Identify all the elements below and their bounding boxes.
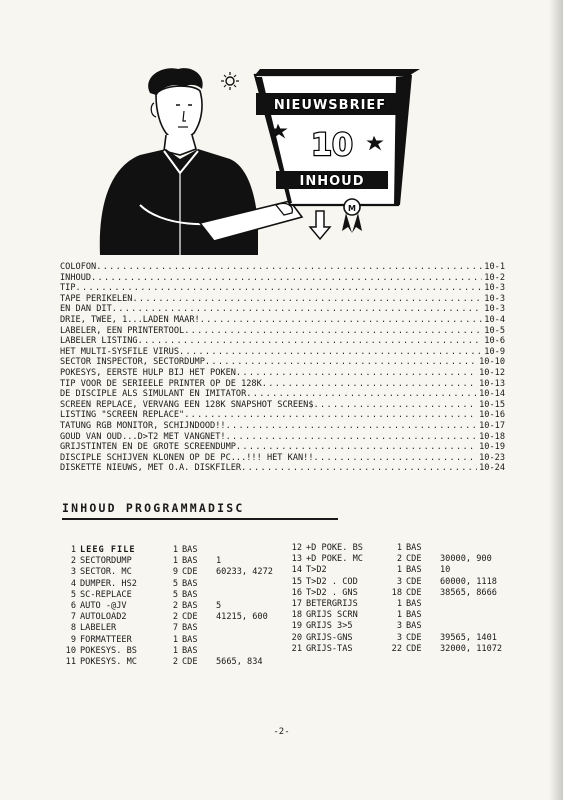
program-type: CDE <box>406 554 422 565</box>
program-params <box>216 590 292 601</box>
toc-dot-leader <box>236 368 477 379</box>
program-row <box>62 601 292 612</box>
toc-entry-page: 10-3 <box>484 283 505 294</box>
program-type: CDE <box>406 587 422 598</box>
toc-entry-page: 10-13 <box>479 378 505 389</box>
program-list-right <box>288 543 538 655</box>
program-params: 41215, 600 <box>216 612 268 623</box>
program-row <box>62 590 292 601</box>
toc-dot-leader <box>246 389 477 400</box>
program-number: 5 <box>70 589 76 600</box>
program-row <box>288 588 538 599</box>
issue-number: 10 <box>311 128 353 163</box>
program-size: 18 <box>391 587 402 598</box>
program-type: CDE <box>182 656 198 667</box>
program-type: BAS <box>182 545 198 555</box>
program-name: LABELER <box>80 623 117 634</box>
program-number: 21 <box>291 643 302 654</box>
toc-entry-page: 10-24 <box>479 463 505 474</box>
program-row <box>62 623 292 634</box>
program-row <box>62 545 292 556</box>
toc-dot-leader <box>236 442 477 453</box>
program-name: LEEG FILE <box>80 545 136 555</box>
toc-dot-leader <box>200 315 483 326</box>
program-params: 32000, 11072 <box>440 643 503 654</box>
toc-entry-title: LISTING "SCREEN REPLACE" <box>60 410 185 421</box>
toc-entry-page: 10-12 <box>479 367 505 378</box>
program-params <box>216 646 292 657</box>
program-name: GRIJS-TAS <box>306 643 353 654</box>
program-type: CDE <box>182 567 198 578</box>
program-size: 1 <box>396 610 402 621</box>
program-row <box>288 610 538 621</box>
banner-subtitle: INHOUD <box>299 174 365 189</box>
program-size: 5 <box>172 589 178 600</box>
toc-entry-page: 10-3 <box>484 293 505 304</box>
toc-dot-leader <box>184 326 482 337</box>
program-size: 9 <box>172 567 178 578</box>
toc-entry <box>60 283 505 294</box>
toc-entry <box>60 294 505 305</box>
program-type: BAS <box>182 578 198 589</box>
program-row <box>62 657 292 668</box>
program-size: 22 <box>391 643 402 654</box>
program-params <box>216 635 292 646</box>
toc-entry-page: 10-23 <box>479 452 505 463</box>
toc-entry-page: 10-3 <box>484 304 505 315</box>
program-number: 19 <box>291 621 302 632</box>
program-name: GRIJS SCRN <box>306 610 358 621</box>
banner-title: NIEUWSBRIEF <box>273 98 387 113</box>
program-type: CDE <box>406 576 422 587</box>
program-name: POKESYS. BS <box>80 645 137 656</box>
program-params: 5 <box>216 600 222 611</box>
program-size: 1 <box>172 556 178 567</box>
toc-dot-leader <box>138 336 483 347</box>
program-number: 12 <box>291 543 302 553</box>
toc-entry-title: LABELER, EEN PRINTERTOOL <box>60 325 185 336</box>
toc-dot-leader <box>184 410 477 421</box>
toc-dot-leader <box>262 379 477 390</box>
toc-entry-title: DE DISCIPLE ALS SIMULANT EN IMITATOR <box>60 389 247 400</box>
program-row <box>288 633 538 644</box>
program-name: SECTORDUMP <box>80 556 132 567</box>
toc-entry-title: GRIJSTINTEN EN DE GROTE SCREENDUMP <box>60 442 236 453</box>
program-params: 30000, 900 <box>440 554 492 565</box>
toc-entry-title: LABELER LISTING <box>60 336 138 347</box>
toc-entry-title: SCREEN REPLACE, VERVANG EEN 128K SNAPSHOT SCREEN$ <box>60 399 314 410</box>
toc-entry-title: POKESYS, EERSTE HULP BIJ HET POKEN <box>60 367 236 378</box>
heading-underline <box>62 518 338 520</box>
toc-entry-title: DRIE, TWEE, 1...LADEN MAAR! <box>60 314 200 325</box>
sun-icon <box>221 72 239 90</box>
program-size: 3 <box>396 632 402 643</box>
page-number: -2- <box>273 727 290 737</box>
program-number: 3 <box>70 567 76 578</box>
toc-dot-leader <box>112 304 483 315</box>
program-name: AUTOLOAD2 <box>80 612 127 623</box>
program-row <box>62 635 292 646</box>
toc-entry <box>60 262 505 273</box>
program-row <box>288 621 538 632</box>
program-params: 38565, 8666 <box>440 587 497 598</box>
program-size: 1 <box>396 543 402 553</box>
program-name: GRIJS 3>5 <box>306 621 353 632</box>
program-number: 17 <box>291 598 302 609</box>
program-name: GRIJS-GNS <box>306 632 353 643</box>
program-size: 2 <box>396 554 402 565</box>
toc-entry-title: HET MULTI-SYSFILE VIRUS <box>60 346 179 357</box>
toc-dot-leader <box>205 357 477 368</box>
program-name: DUMPER. HS2 <box>80 578 137 589</box>
toc-entry-page: 10-14 <box>479 389 505 400</box>
toc-entry <box>60 273 505 284</box>
toc-entry-title: GOUD VAN OUD...D>T2 MET VANGNET! <box>60 431 226 442</box>
program-number: 18 <box>291 610 302 621</box>
program-list-left <box>62 545 292 668</box>
program-type: BAS <box>182 634 198 645</box>
toc-dot-leader <box>226 421 478 432</box>
toc-entry-page: 10-9 <box>484 346 505 357</box>
program-number: 20 <box>291 632 302 643</box>
program-name: SC-REPLACE <box>80 589 132 600</box>
toc-entry <box>60 326 505 337</box>
program-size: 1 <box>172 634 178 645</box>
program-number: 16 <box>291 587 302 598</box>
program-params: 1 <box>216 556 222 567</box>
toc-entry-title: TIP VOOR DE SERIEELE PRINTER OP DE 128K <box>60 378 262 389</box>
toc-entry <box>60 432 505 443</box>
toc-entry-page: 10-6 <box>484 336 505 347</box>
toc-entry <box>60 304 505 315</box>
program-row <box>288 565 538 576</box>
program-number: 4 <box>70 578 76 589</box>
newsletter-banner <box>255 69 420 205</box>
program-params: 60233, 4272 <box>216 567 273 578</box>
toc-entry <box>60 357 505 368</box>
program-size: 7 <box>172 623 178 634</box>
toc-entry-title: TATUNG RGB MONITOR, SCHIJNDOOD!! <box>60 420 226 431</box>
program-row <box>62 646 292 657</box>
program-size: 1 <box>396 598 402 609</box>
program-type: BAS <box>182 645 198 656</box>
toc-dot-leader <box>314 453 478 464</box>
program-name: BETERGRIJS <box>306 598 358 609</box>
program-type: CDE <box>182 612 198 623</box>
toc-dot-leader <box>132 294 482 305</box>
down-arrow-icon <box>310 211 330 239</box>
program-params: 60000, 1118 <box>440 576 497 587</box>
program-size: 3 <box>396 621 402 632</box>
toc-entry-page: 10-15 <box>479 399 505 410</box>
toc-entry <box>60 400 505 411</box>
toc-dot-leader <box>76 283 483 294</box>
program-row <box>288 554 538 565</box>
toc-entry-page: 10-18 <box>479 431 505 442</box>
program-number: 11 <box>65 656 76 667</box>
program-number: 14 <box>291 565 302 576</box>
toc-entry-page: 10-10 <box>479 357 505 368</box>
program-name: POKESYS. MC <box>80 656 137 667</box>
program-params <box>216 545 292 556</box>
program-name: AUTO -@JV <box>80 600 127 611</box>
program-type: BAS <box>406 621 422 632</box>
program-params <box>440 543 538 554</box>
program-params <box>216 579 292 590</box>
program-params <box>440 621 538 632</box>
toc-dot-leader <box>179 347 482 358</box>
program-params: 5665, 834 <box>216 656 263 667</box>
program-size: 2 <box>172 656 178 667</box>
program-number: 2 <box>70 556 76 567</box>
program-type: BAS <box>182 556 198 567</box>
program-type: CDE <box>406 643 422 654</box>
program-name: T>D2 <box>306 565 327 576</box>
program-size: 2 <box>172 612 178 623</box>
program-row <box>288 577 538 588</box>
toc-entry-page: 10-5 <box>484 325 505 336</box>
program-size: 5 <box>172 578 178 589</box>
toc-entry-title: TAPE PERIKELEN <box>60 293 133 304</box>
program-type: BAS <box>406 543 422 553</box>
svg-text:M: M <box>348 204 356 213</box>
program-size: 1 <box>172 545 178 555</box>
program-params: 39565, 1401 <box>440 632 497 643</box>
program-number: 8 <box>70 623 76 634</box>
program-params <box>216 623 292 634</box>
toc-entry <box>60 421 505 432</box>
program-name: FORMATTEER <box>80 634 132 645</box>
toc-entry <box>60 347 505 358</box>
toc-entry <box>60 368 505 379</box>
program-name: +D POKE. BS <box>306 543 363 553</box>
program-number: 15 <box>291 576 302 587</box>
toc-entry-page: 10-4 <box>484 314 505 325</box>
program-row <box>288 644 538 655</box>
program-type: BAS <box>406 565 422 576</box>
toc-entry-page: 10-17 <box>479 420 505 431</box>
section-heading: INHOUD PROGRAMMADISC <box>62 501 245 515</box>
program-type: BAS <box>406 610 422 621</box>
program-name: T>D2 . GNS <box>306 587 358 598</box>
program-number: 7 <box>70 612 76 623</box>
program-type: BAS <box>182 623 198 634</box>
toc-entry-title: TIP <box>60 283 76 294</box>
toc-entry <box>60 463 505 474</box>
toc-entry <box>60 442 505 453</box>
program-type: BAS <box>182 589 198 600</box>
ribbon-seal-icon <box>342 199 362 233</box>
program-type: BAS <box>182 600 198 611</box>
program-size: 1 <box>396 565 402 576</box>
toc-entry-title: INHOUD <box>60 272 92 283</box>
toc-dot-leader <box>226 432 478 443</box>
program-row <box>62 567 292 578</box>
toc-entry-title: COLOFON <box>60 262 97 272</box>
program-type: BAS <box>406 598 422 609</box>
program-name: T>D2 . COD <box>306 576 358 587</box>
program-row <box>288 543 538 554</box>
program-params: 10 <box>440 565 451 576</box>
program-type: CDE <box>406 632 422 643</box>
toc-dot-leader <box>96 262 482 273</box>
toc-entry-title: EN DAN DIT <box>60 304 112 315</box>
program-params <box>440 599 538 610</box>
toc-entry-title: SECTOR INSPECTOR, SECTORDUMP <box>60 357 205 368</box>
program-row <box>62 612 292 623</box>
toc-dot-leader <box>241 463 477 474</box>
toc-entry-title: DISCIPLE SCHIJVEN KLONEN OP DE PC...!!! HET KAN!! <box>60 452 314 463</box>
table-of-contents <box>60 262 505 474</box>
toc-entry-page: 10-16 <box>479 410 505 421</box>
toc-dot-leader <box>91 273 482 284</box>
toc-entry-page: 10-19 <box>479 442 505 453</box>
program-name: SECTOR. MC <box>80 567 132 578</box>
program-name: +D POKE. MC <box>306 554 363 565</box>
program-number: 9 <box>70 634 76 645</box>
program-size: 2 <box>172 600 178 611</box>
program-size: 3 <box>396 576 402 587</box>
toc-entry <box>60 389 505 400</box>
program-row <box>62 556 292 567</box>
program-number: 1 <box>70 545 76 555</box>
program-number: 6 <box>70 600 76 611</box>
toc-entry-page: 10-2 <box>484 272 505 283</box>
program-params <box>440 610 538 621</box>
program-size: 1 <box>172 645 178 656</box>
program-number: 13 <box>291 554 302 565</box>
toc-entry-page: 10-1 <box>484 262 505 272</box>
toc-entry <box>60 453 505 464</box>
toc-entry <box>60 336 505 347</box>
program-row <box>62 579 292 590</box>
toc-entry-title: DISKETTE NIEUWS, MET O.A. DISKFILER <box>60 463 242 474</box>
toc-entry <box>60 379 505 390</box>
toc-entry <box>60 315 505 326</box>
header-illustration <box>80 55 560 260</box>
program-number: 10 <box>65 645 76 656</box>
toc-dot-leader <box>314 400 478 411</box>
toc-entry <box>60 410 505 421</box>
program-row <box>288 599 538 610</box>
